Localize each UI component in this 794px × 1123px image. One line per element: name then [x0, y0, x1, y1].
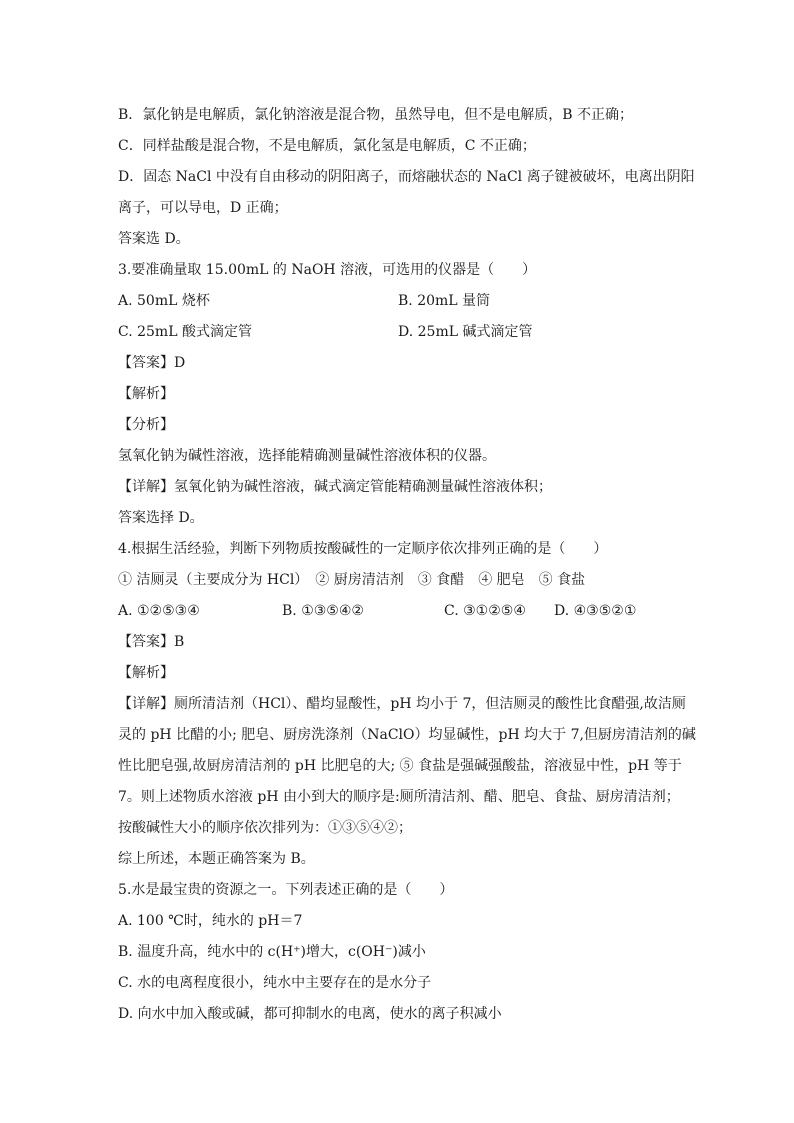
option-b: B. ①③⑤④②: [282, 603, 364, 619]
option-d: D. 向水中加入酸或碱，都可抑制水的电离，使水的离子积减小: [118, 1006, 502, 1022]
answer-tag: 【答案】B: [118, 634, 185, 650]
text-line: 答案选 D。: [118, 231, 190, 247]
detail-text: 【详解】氢氧化钠为碱性溶液，碱式滴定管能精确测量碱性溶液体积；: [118, 479, 552, 495]
document-page: [118, 100, 696, 1030]
question-3-options-row-2: [118, 317, 678, 348]
question-4-items: ① 洁厕灵（主要成分为 HCl） ② 厨房清洁剂 ③ 食醋 ④ 肥皂 ⑤ 食盐: [118, 572, 586, 588]
question-4-stem: 4.根据生活经验，判断下列物质按酸碱性的一定顺序依次排列正确的是（ ）: [118, 541, 608, 557]
option-a: A. 50mL 烧杯: [118, 293, 210, 309]
question-4-options: [118, 596, 678, 627]
detail-text: 性比肥皂强,故厨房清洁剂的 pH 比肥皂的大; ⑤ 食盐是强碱强酸盐，溶液显中性，pH 等于: [118, 758, 682, 774]
option-c: C. 25mL 酸式滴定管: [118, 324, 252, 340]
text-line: 离子，可以导电，D 正确；: [118, 200, 288, 216]
analysis-tag: 【解析】: [118, 386, 174, 402]
text-line: B．氯化钠是电解质，氯化钠溶液是混合物，虽然导电，但不是电解质，B 不正确；: [118, 107, 634, 123]
conclusion-text: 答案选择 D。: [118, 510, 204, 526]
analysis-sub-tag: 【分析】: [118, 417, 174, 433]
option-b: B. 20mL 量筒: [398, 293, 491, 309]
conclusion-text: 综上所述，本题正确答案为 B。: [118, 851, 315, 867]
option-a: A. ①②⑤③④: [118, 603, 200, 619]
analysis-text: 氢氧化钠为碱性溶液，选择能精确测量碱性溶液体积的仪器。: [118, 448, 496, 464]
option-c: C. 水的电离程度很小，纯水中主要存在的是水分子: [118, 975, 432, 991]
question-5-stem: 5.水是最宝贵的资源之一。下列表述正确的是（ ）: [118, 882, 454, 898]
question-3-options-row-1: [118, 286, 678, 317]
answer-tag: 【答案】D: [118, 355, 186, 371]
question-3-stem: 3.要准确量取 15.00mL 的 NaOH 溶液，可选用的仪器是（ ）: [118, 262, 537, 278]
detail-text: 7。则上述物质水溶液 pH 由小到大的顺序是:厕所清洁剂、醋、肥皂、食盐、厨房清洁剂；: [118, 789, 680, 805]
text-line: D．固态 NaCl 中没有自由移动的阴阳离子，而熔融状态的 NaCl 离子键被破坏，电离出阴阳: [118, 169, 695, 185]
option-b: B. 温度升高，纯水中的 c(H⁺)增大，c(OH⁻)减小: [118, 944, 426, 960]
option-d: D. ④③⑤②①: [554, 603, 637, 619]
detail-text: 按酸碱性大小的顺序依次排列为：①③⑤④②；: [118, 820, 412, 836]
text-line: C．同样盐酸是混合物，不是电解质，氯化氢是电解质，C 不正确；: [118, 138, 536, 154]
option-c: C. ③①②⑤④: [444, 603, 526, 619]
detail-text: 灵的 pH 比醋的小; 肥皂、厨房洗涤剂（NaClO）均显碱性，pH 均大于 7,但厨房清洁剂的碱: [118, 727, 696, 743]
detail-text: 【详解】厕所清洁剂（HCl）、醋均显酸性，pH 均小于 7，但洁厕灵的酸性比食醋强,故洁厕: [118, 696, 686, 712]
analysis-tag: 【解析】: [118, 665, 174, 681]
option-a: A. 100 ℃时，纯水的 pH＝7: [118, 913, 303, 929]
option-d: D. 25mL 碱式滴定管: [398, 324, 533, 340]
